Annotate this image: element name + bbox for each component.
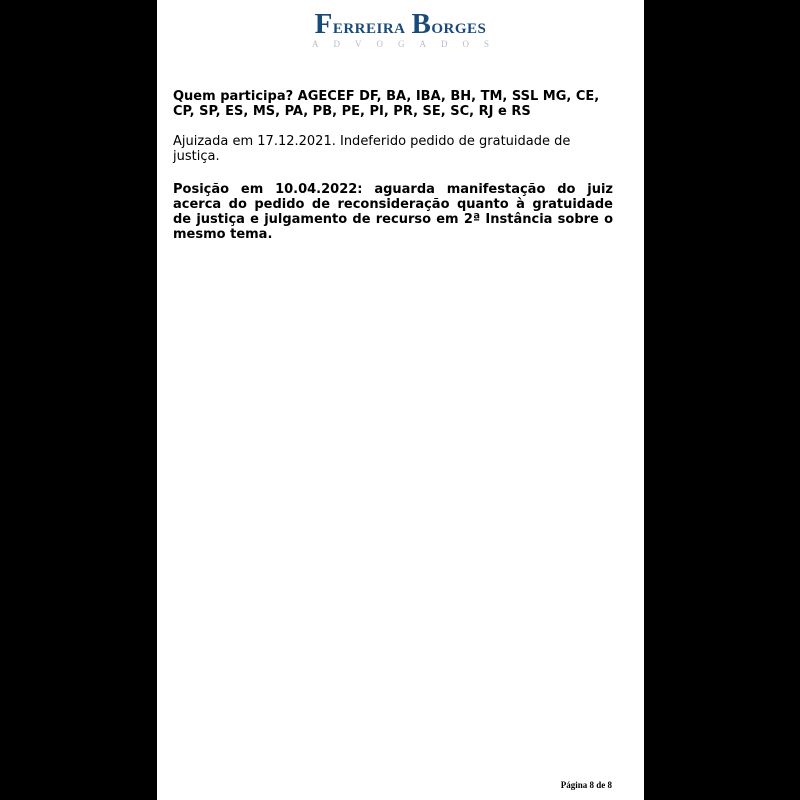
firm-initial-1: F <box>314 8 333 40</box>
filed-paragraph: Ajuizada em 17.12.2021. Indeferido pedido de gratuidade de justiça. <box>173 134 571 164</box>
position-paragraph: Posição em 10.04.2022: aguarda manifestação do juiz acerca do pedido de reconsideração quanto à gratuidade de justiça e julgamento de recurso em 2ª Instância sobre o mesmo tema. <box>173 182 613 242</box>
page-number: Página 8 de 8 <box>560 780 612 790</box>
firm-subtitle: ADVOGADOS <box>311 39 504 49</box>
document-page <box>157 0 644 800</box>
firm-name-logo <box>157 10 644 40</box>
firm-rest-1: erreira <box>332 13 406 38</box>
firm-rest-2: orges <box>431 13 487 38</box>
firm-initial-2: B <box>411 8 432 40</box>
participants-paragraph: Quem participa? AGECEF DF, BA, IBA, BH, TM, SSL MG, CE, CP, SP, ES, MS, PA, PB, PE, PI, PR, SE, SC, RJ e RS <box>173 89 600 119</box>
document-body <box>173 89 613 242</box>
letterhead <box>157 10 644 49</box>
